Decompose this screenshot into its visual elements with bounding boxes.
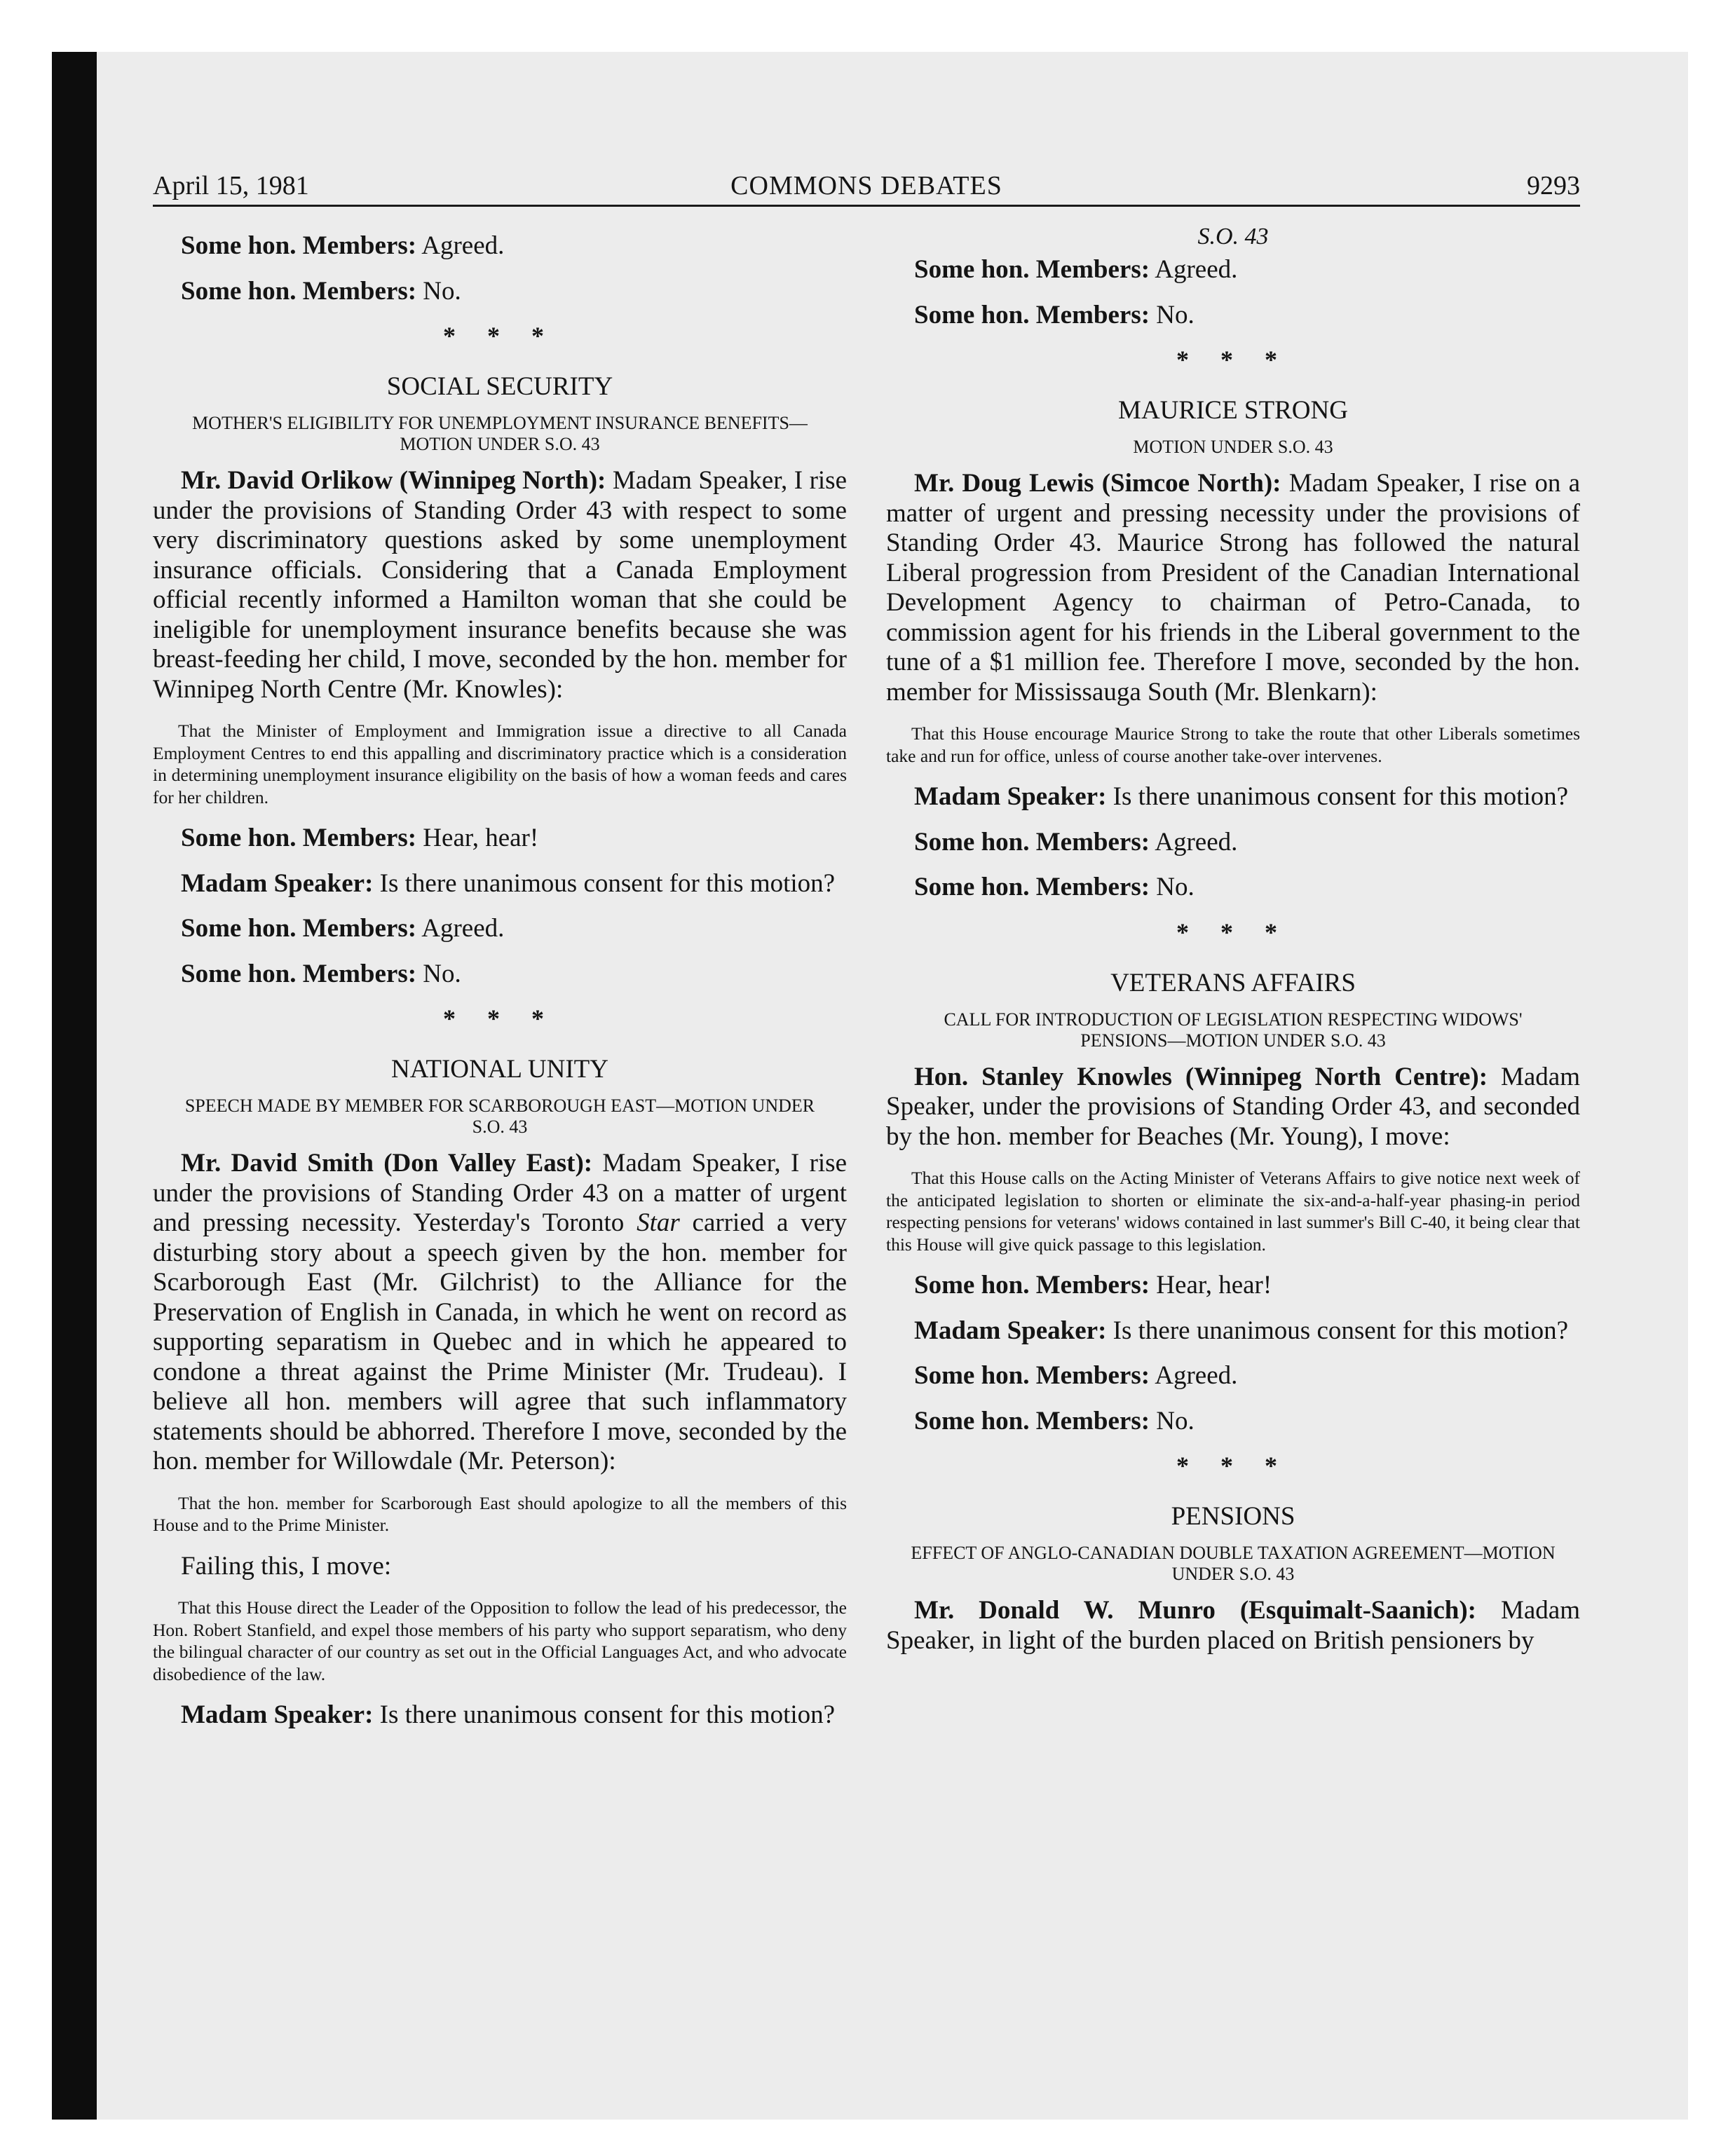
- speech-text: Madam Speaker, I rise under the provisions of Standing Order 43 with respect to some very discriminatory questions asked by some unemployment insurance officials. Considering that a Canada Employment official recently informed a Hamilton woman that she could be ineligible for unemployment insurance benefits because she was breast-feeding her child, I move, seconded by the hon. member for Winnipeg North Centre (Mr. Knowles):: [153, 466, 847, 704]
- speech-text: Agreed.: [1150, 827, 1238, 857]
- speech-paragraph: [886, 782, 1580, 812]
- speech-text: Is there unanimous consent for this motion?: [373, 1700, 836, 1729]
- motion-text: That the hon. member for Scarborough East should apologize to all the members of this House and to the Prime Minister.: [153, 1492, 847, 1535]
- section-separator: * * *: [1176, 346, 1290, 374]
- section-heading: MAURICE STRONG: [1118, 396, 1348, 425]
- speech-text: No.: [416, 959, 461, 988]
- newspaper-name: Star: [637, 1208, 680, 1237]
- section-heading: SOCIAL SECURITY: [386, 372, 613, 401]
- speech-text: Madam Speaker, in light of the burden placed on British pensioners by: [886, 1596, 1580, 1655]
- speaker-name: Some hon. Members:: [914, 1271, 1150, 1299]
- speaker-name: Madam Speaker:: [914, 782, 1107, 811]
- speech-paragraph: [153, 466, 847, 704]
- section-subheading: MOTHER'S ELIGIBILITY FOR UNEMPLOYMENT INSURANCE BENEFITS—MOTION UNDER S.O. 43: [192, 413, 808, 454]
- speech-paragraph: [886, 873, 1580, 903]
- speaker-name: Mr. David Smith (Don Valley East):: [181, 1149, 593, 1178]
- column-note: S.O. 43: [1197, 224, 1269, 250]
- speaker-name: Some hon. Members:: [181, 231, 417, 260]
- speaker-name: Some hon. Members:: [914, 873, 1150, 901]
- speech-paragraph: [886, 469, 1580, 707]
- header-title: COMMONS DEBATES: [730, 171, 1002, 200]
- section-subheading: SPEECH MADE BY MEMBER FOR SCARBOROUGH EAST—MOTION UNDER S.O. 43: [184, 1096, 815, 1137]
- speaker-name: Some hon. Members:: [914, 827, 1150, 857]
- speech-text: Madam Speaker, I rise under the provisions of Standing Order 43 on a matter of urgent and pressing necessity. Yesterday's Toronto: [153, 1149, 848, 1237]
- speech-paragraph: [153, 914, 847, 944]
- section-subheading: EFFECT OF ANGLO-CANADIAN DOUBLE TAXATION AGREEMENT—MOTION UNDER S.O. 43: [911, 1543, 1556, 1584]
- speech-paragraph: [153, 824, 847, 854]
- speaker-name: Madam Speaker:: [914, 1316, 1107, 1345]
- scan-binding-shadow: [52, 52, 97, 2120]
- speech-paragraph: [153, 869, 847, 899]
- speech-paragraph: [886, 255, 1580, 285]
- speech-text: Is there unanimous consent for this motion?: [1106, 782, 1569, 811]
- speech-text: No.: [1150, 1406, 1195, 1435]
- motion-text: That the Minister of Employment and Immigration issue a directive to all Canada Employment Centres to end this appalling and discriminatory practice which is a consideration in determining unemployment insurance eligibility on the basis of how a woman feeds and cares for her children.: [153, 721, 847, 807]
- speech-text: carried a very disturbing story about a speech given by the hon. member for Scarborough East (Mr. Gilchrist) to the Alliance for the Preservation of English in Canada, in which he went on record as supporting separatism in Quebec and in which he appeared to condone a threat against the Prime Minister (Mr. Trudeau). I believe all hon. members will agree that such inflammatory statements should be abhorred. Therefore I move, seconded by the hon. member for Willowdale (Mr. Peterson):: [153, 1208, 847, 1475]
- section-separator: * * *: [1176, 1452, 1290, 1480]
- right-column: [886, 223, 1580, 1671]
- speaker-name: Mr. Doug Lewis (Simcoe North):: [914, 469, 1281, 498]
- left-column: [153, 231, 847, 1746]
- speaker-name: Madam Speaker:: [181, 868, 374, 898]
- motion-text: That this House encourage Maurice Strong to take the route that other Liberals sometimes take and run for office, unless of course another take-over intervenes.: [886, 723, 1580, 766]
- speaker-name: Hon. Stanley Knowles (Winnipeg North Centre):: [914, 1062, 1488, 1091]
- speaker-name: Madam Speaker:: [181, 1700, 374, 1729]
- speech-text: No.: [416, 276, 461, 306]
- speaker-name: Some hon. Members:: [181, 914, 417, 943]
- speech-paragraph: [153, 1149, 847, 1477]
- speech-text: Hear, hear!: [1150, 1271, 1272, 1299]
- motion-text: That this House calls on the Acting Minister of Veterans Affairs to give notice next week of the anticipated legislation to shorten or eliminate the six-and-a-half-year phasing-in period respecting pensions for veterans' widows contained in last summer's Bill C-40, it being clear that this House will give quick passage to this legislation.: [886, 1168, 1580, 1255]
- speech-paragraph: [886, 1596, 1580, 1656]
- section-heading: VETERANS AFFAIRS: [1110, 968, 1356, 997]
- speech-paragraph: [886, 1271, 1580, 1301]
- speaker-name: Some hon. Members:: [914, 1406, 1150, 1435]
- speech-text: Is there unanimous consent for this motion?: [1106, 1316, 1569, 1345]
- speech-paragraph: [886, 1407, 1580, 1437]
- speaker-name: Mr. Donald W. Munro (Esquimalt-Saanich):: [914, 1596, 1476, 1625]
- speaker-name: Some hon. Members:: [914, 1361, 1150, 1390]
- header-date: April 15, 1981: [153, 171, 309, 200]
- speech-paragraph: [153, 231, 847, 261]
- speech-paragraph: [886, 1361, 1580, 1391]
- section-subheading: CALL FOR INTRODUCTION OF LEGISLATION RESPECTING WIDOWS' PENSIONS—MOTION UNDER S.O. 43: [944, 1009, 1523, 1051]
- scan-margin: [0, 0, 52, 2156]
- section-heading: PENSIONS: [1171, 1502, 1295, 1531]
- speech-paragraph: Failing this, I move:: [181, 1551, 392, 1581]
- page-header: [153, 170, 1580, 205]
- section-subheading: MOTION UNDER S.O. 43: [1133, 437, 1333, 457]
- speech-paragraph: [886, 301, 1580, 331]
- speech-text: Hear, hear!: [416, 824, 539, 852]
- section-heading: NATIONAL UNITY: [391, 1055, 608, 1084]
- speech-text: Agreed.: [416, 914, 505, 943]
- speech-paragraph: [886, 828, 1580, 858]
- speech-paragraph: [153, 1700, 847, 1731]
- speech-text: Madam Speaker, under the provisions of Standing Order 43, and seconded by the hon. member for Beaches (Mr. Young), I move:: [886, 1062, 1580, 1151]
- speech-text: Agreed.: [416, 231, 505, 260]
- speech-text: No.: [1150, 873, 1195, 901]
- speech-paragraph: [886, 1063, 1580, 1152]
- speech-text: Agreed.: [1150, 1361, 1238, 1390]
- speaker-name: Some hon. Members:: [181, 959, 417, 988]
- section-separator: * * *: [443, 322, 557, 350]
- section-separator: * * *: [1176, 917, 1290, 946]
- speaker-name: Some hon. Members:: [914, 255, 1150, 284]
- speech-text: No.: [1150, 300, 1195, 329]
- speaker-name: Mr. David Orlikow (Winnipeg North):: [181, 466, 606, 495]
- speaker-name: Some hon. Members:: [181, 276, 417, 306]
- speech-text: Agreed.: [1150, 255, 1238, 284]
- motion-text: That this House direct the Leader of the Opposition to follow the lead of his predecessor, the Hon. Robert Stanfield, and expel those members of his party who support separatism, who deny the bilingual character of our country as set out in the Official Languages Act, and who advocate disobedience of the law.: [153, 1597, 847, 1684]
- speech-paragraph: [886, 1316, 1580, 1346]
- header-rule: [153, 205, 1580, 207]
- speaker-name: Some hon. Members:: [181, 824, 417, 852]
- speech-text: Is there unanimous consent for this motion?: [373, 868, 836, 898]
- speaker-name: Some hon. Members:: [914, 300, 1150, 329]
- header-page-number: 9293: [1527, 171, 1580, 200]
- speech-paragraph: [153, 277, 847, 307]
- section-separator: * * *: [443, 1004, 557, 1032]
- speech-text: Madam Speaker, I rise on a matter of urgent and pressing necessity under the provisions of Standing Order 43. Maurice Strong has followed the natural Liberal progression from President of the Canadian International Development Agency to chairman of Petro-Canada, to commission agent for his friends in the Liberal government to the tune of a $1 million fee. Therefore I move, seconded by the hon. member for Mississauga South (Mr. Blenkarn):: [886, 469, 1580, 707]
- speech-paragraph: [153, 960, 847, 990]
